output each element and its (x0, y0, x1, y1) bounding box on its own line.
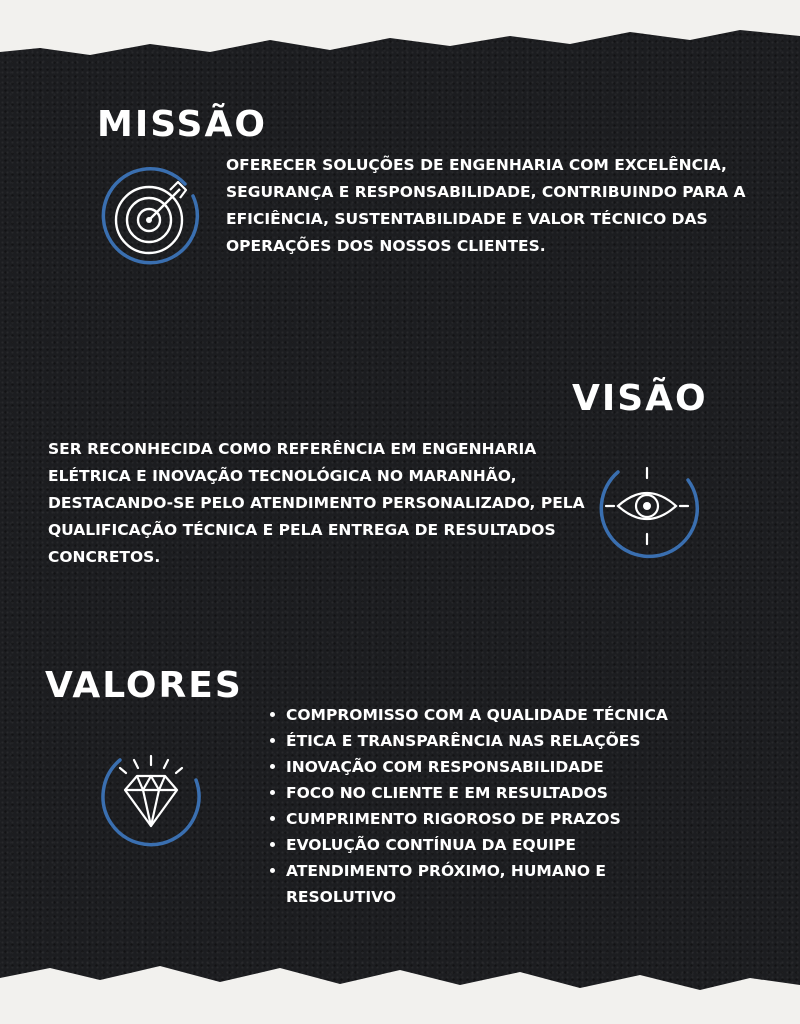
value-item: CUMPRIMENTO RIGOROSO DE PRAZOS (268, 806, 738, 832)
value-item: FOCO NO CLIENTE E EM RESULTADOS (268, 780, 738, 806)
value-item: INOVAÇÃO COM RESPONSABILIDADE (268, 754, 738, 780)
target-icon (92, 162, 210, 274)
value-item: COMPROMISSO COM A QUALIDADE TÉCNICA (268, 702, 738, 728)
mission-title: MISSÃO (97, 104, 267, 145)
value-item: ÉTICA E TRANSPARÊNCIA NAS RELAÇÕES (268, 728, 738, 754)
value-item: ATENDIMENTO PRÓXIMO, HUMANO E RESOLUTIVO (268, 858, 656, 910)
mission-text: OFERECER SOLUÇÕES DE ENGENHARIA COM EXCELÊNCIA, SEGURANÇA E RESPONSABILIDADE, CONTRIBUINDO PARA A EFICIÊNCIA, SUSTENTABILIDADE E VALOR TÉCNICO DAS OPERAÇÕES DOS NOSSOS CLIENTES. (226, 156, 746, 255)
vision-text: SER RECONHECIDA COMO REFERÊNCIA EM ENGENHARIA ELÉTRICA E INOVAÇÃO TECNOLÓGICA NO MARANHÃO, DESTACANDO-SE PELO ATENDIMENTO PERSONALIZADO, PELA QUALIFICAÇÃO TÉCNICA E PELA ENTREGA DE RESULTADOS CONCRETOS. (48, 440, 585, 566)
value-item: EVOLUÇÃO CONTÍNUA DA EQUIPE (268, 832, 738, 858)
values-title: VALORES (45, 665, 243, 706)
eye-icon (588, 450, 706, 562)
vision-title: VISÃO (572, 378, 708, 419)
values-list (268, 702, 738, 910)
diamond-icon (92, 744, 210, 856)
